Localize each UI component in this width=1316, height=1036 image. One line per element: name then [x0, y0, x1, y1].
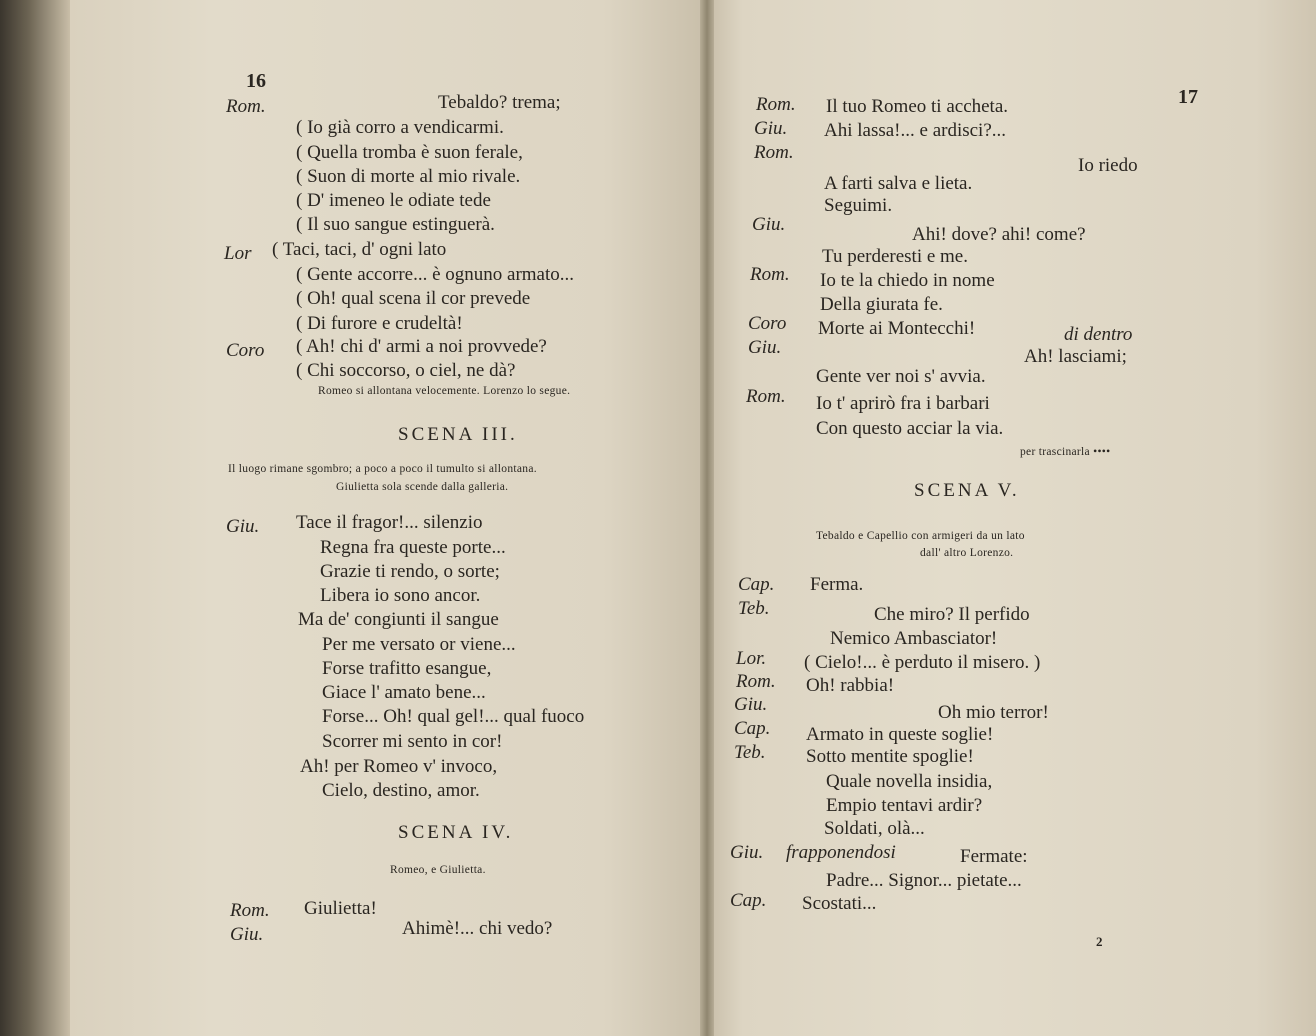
speaker-teb: Teb.	[734, 742, 766, 763]
speaker-giu: Giu.	[734, 694, 768, 715]
verse-line: Scorrer mi sento in cor!	[322, 731, 503, 752]
verse-line: Giace l' amato bene...	[322, 682, 486, 703]
verse-line: Libera io sono ancor.	[320, 585, 481, 606]
verse-line: Grazie ti rendo, o sorte;	[320, 561, 500, 582]
verse-line: ( Cielo!... è perduto il misero. )	[804, 652, 1041, 673]
verse-line: Tace il fragor!... silenzio	[296, 512, 483, 533]
verse-line: Della giurata fe.	[820, 294, 943, 315]
verse-line: Empio tentavi ardir?	[826, 795, 983, 816]
speaker-rom: Rom.	[226, 96, 266, 117]
page-number-right: 17	[1178, 86, 1198, 108]
stage-direction: Romeo, e Giulietta.	[390, 864, 486, 876]
verse-line: Armato in queste soglie!	[806, 724, 994, 745]
speaker-giu: Giu.	[230, 924, 264, 945]
verse-line: Io t' aprirò fra i barbari	[816, 393, 990, 414]
verse-line: ( Gente accorre... è ognuno armato...	[296, 264, 575, 285]
verse-line: ( Oh! qual scena il cor prevede	[296, 288, 531, 309]
verse-line: Nemico Ambasciator!	[830, 628, 998, 649]
verse-line: Forse trafitto esangue,	[322, 658, 492, 679]
speaker-giu: Giu.	[748, 337, 782, 358]
verse-line: Tu perderesti e me.	[822, 246, 968, 267]
stage-direction: frapponendosi	[786, 842, 896, 863]
verse-line: Cielo, destino, amor.	[322, 780, 480, 801]
speaker-rom: Rom.	[750, 264, 790, 285]
verse-line: Soldati, olà...	[824, 818, 925, 839]
verse-line: ( Quella tromba è suon ferale,	[296, 142, 523, 163]
verse-line: Giulietta!	[304, 898, 377, 919]
speaker-rom: Rom.	[230, 900, 270, 921]
verse-line: Che miro? Il perfido	[874, 604, 1030, 625]
verse-line: Morte ai Montecchi!	[818, 318, 976, 339]
stage-direction: di dentro	[1064, 324, 1133, 345]
speaker-lor: Lor.	[736, 648, 767, 669]
verse-line: Fermate:	[960, 846, 1028, 867]
speaker-giu: Giu.	[754, 118, 788, 139]
verse-line: Forse... Oh! qual gel!... qual fuoco	[322, 706, 585, 727]
verse-line: Ah! per Romeo v' invoco,	[300, 756, 498, 777]
speaker-rom: Rom.	[746, 386, 786, 407]
verse-line: Ah! lasciami;	[1024, 346, 1127, 367]
speaker-giu: Giu.	[226, 516, 260, 537]
verse-line: Sotto mentite spoglie!	[806, 746, 974, 767]
stage-direction: per trascinarla ••••	[1020, 446, 1111, 458]
verse-line: Il tuo Romeo ti accheta.	[826, 96, 1009, 117]
verse-line: ( Chi soccorso, o ciel, ne dà?	[296, 360, 516, 381]
verse-line: Quale novella insidia,	[826, 771, 993, 792]
verse-line: Seguimi.	[824, 195, 893, 216]
speaker-coro: Coro	[226, 340, 265, 361]
book-gutter	[700, 0, 714, 1036]
page-edge-shadow	[0, 0, 70, 1036]
speaker-cap: Cap.	[730, 890, 767, 911]
verse-line: ( Ah! chi d' armi a noi provvede?	[296, 336, 547, 357]
verse-line: Io te la chiedo in nome	[820, 270, 995, 291]
verse-line: Per me versato or viene...	[322, 634, 516, 655]
verse-line: Oh! rabbia!	[806, 675, 895, 696]
stage-direction: Giulietta sola scende dalla galleria.	[336, 481, 509, 493]
speaker-lor: Lor	[224, 243, 252, 264]
signature-mark: 2	[1096, 934, 1103, 949]
verse-line: Regna fra queste porte...	[320, 537, 506, 558]
scene-title: SCENA V.	[914, 480, 1020, 501]
right-page	[706, 0, 1316, 1036]
verse-line: ( Suon di morte al mio rivale.	[296, 166, 521, 187]
speaker-rom: Rom.	[754, 142, 794, 163]
speaker-cap: Cap.	[734, 718, 771, 739]
verse-line: Ferma.	[810, 574, 864, 595]
scene-title: SCENA IV.	[398, 822, 514, 843]
verse-line: ( Io già corro a vendicarmi.	[296, 117, 504, 138]
verse-line: Ahi! dove? ahi! come?	[912, 224, 1086, 245]
scene-title: SCENA III.	[398, 424, 518, 445]
verse-line: Oh mio terror!	[938, 702, 1049, 723]
speaker-rom: Rom.	[736, 671, 776, 692]
speaker-giu: Giu.	[730, 842, 764, 863]
verse-line: ( Di furore e crudeltà!	[296, 313, 463, 334]
verse-line: A farti salva e lieta.	[824, 173, 973, 194]
stage-direction: Romeo si allontana velocemente. Lorenzo lo segue.	[318, 385, 571, 397]
verse-line: Padre... Signor... pietate...	[826, 870, 1022, 891]
verse-line: Scostati...	[802, 893, 877, 914]
verse-line: Con questo acciar la via.	[816, 418, 1004, 439]
verse-line: ( D' imeneo le odiate tede	[296, 190, 491, 211]
verse-line: Tebaldo? trema;	[438, 92, 561, 113]
verse-line: Io riedo	[1078, 155, 1138, 176]
stage-direction: Tebaldo e Capellio con armigeri da un lato	[816, 530, 1025, 542]
verse-line: ( Il suo sangue estinguerà.	[296, 214, 495, 235]
verse-line: ( Taci, taci, d' ogni lato	[272, 239, 447, 260]
verse-line: Ma de' congiunti il sangue	[298, 609, 499, 630]
stage-direction: dall' altro Lorenzo.	[920, 547, 1014, 559]
stage-direction: Il luogo rimane sgombro; a poco a poco il tumulto si allontana.	[228, 463, 537, 475]
verse-line: Ahi lassa!... e ardisci?...	[824, 120, 1007, 141]
page-number-left: 16	[246, 70, 266, 92]
speaker-teb: Teb.	[738, 598, 770, 619]
verse-line: Gente ver noi s' avvia.	[816, 366, 986, 387]
speaker-cap: Cap.	[738, 574, 775, 595]
speaker-rom: Rom.	[756, 94, 796, 115]
speaker-coro: Coro	[748, 313, 787, 334]
verse-line: Ahimè!... chi vedo?	[402, 918, 553, 939]
speaker-giu: Giu.	[752, 214, 786, 235]
